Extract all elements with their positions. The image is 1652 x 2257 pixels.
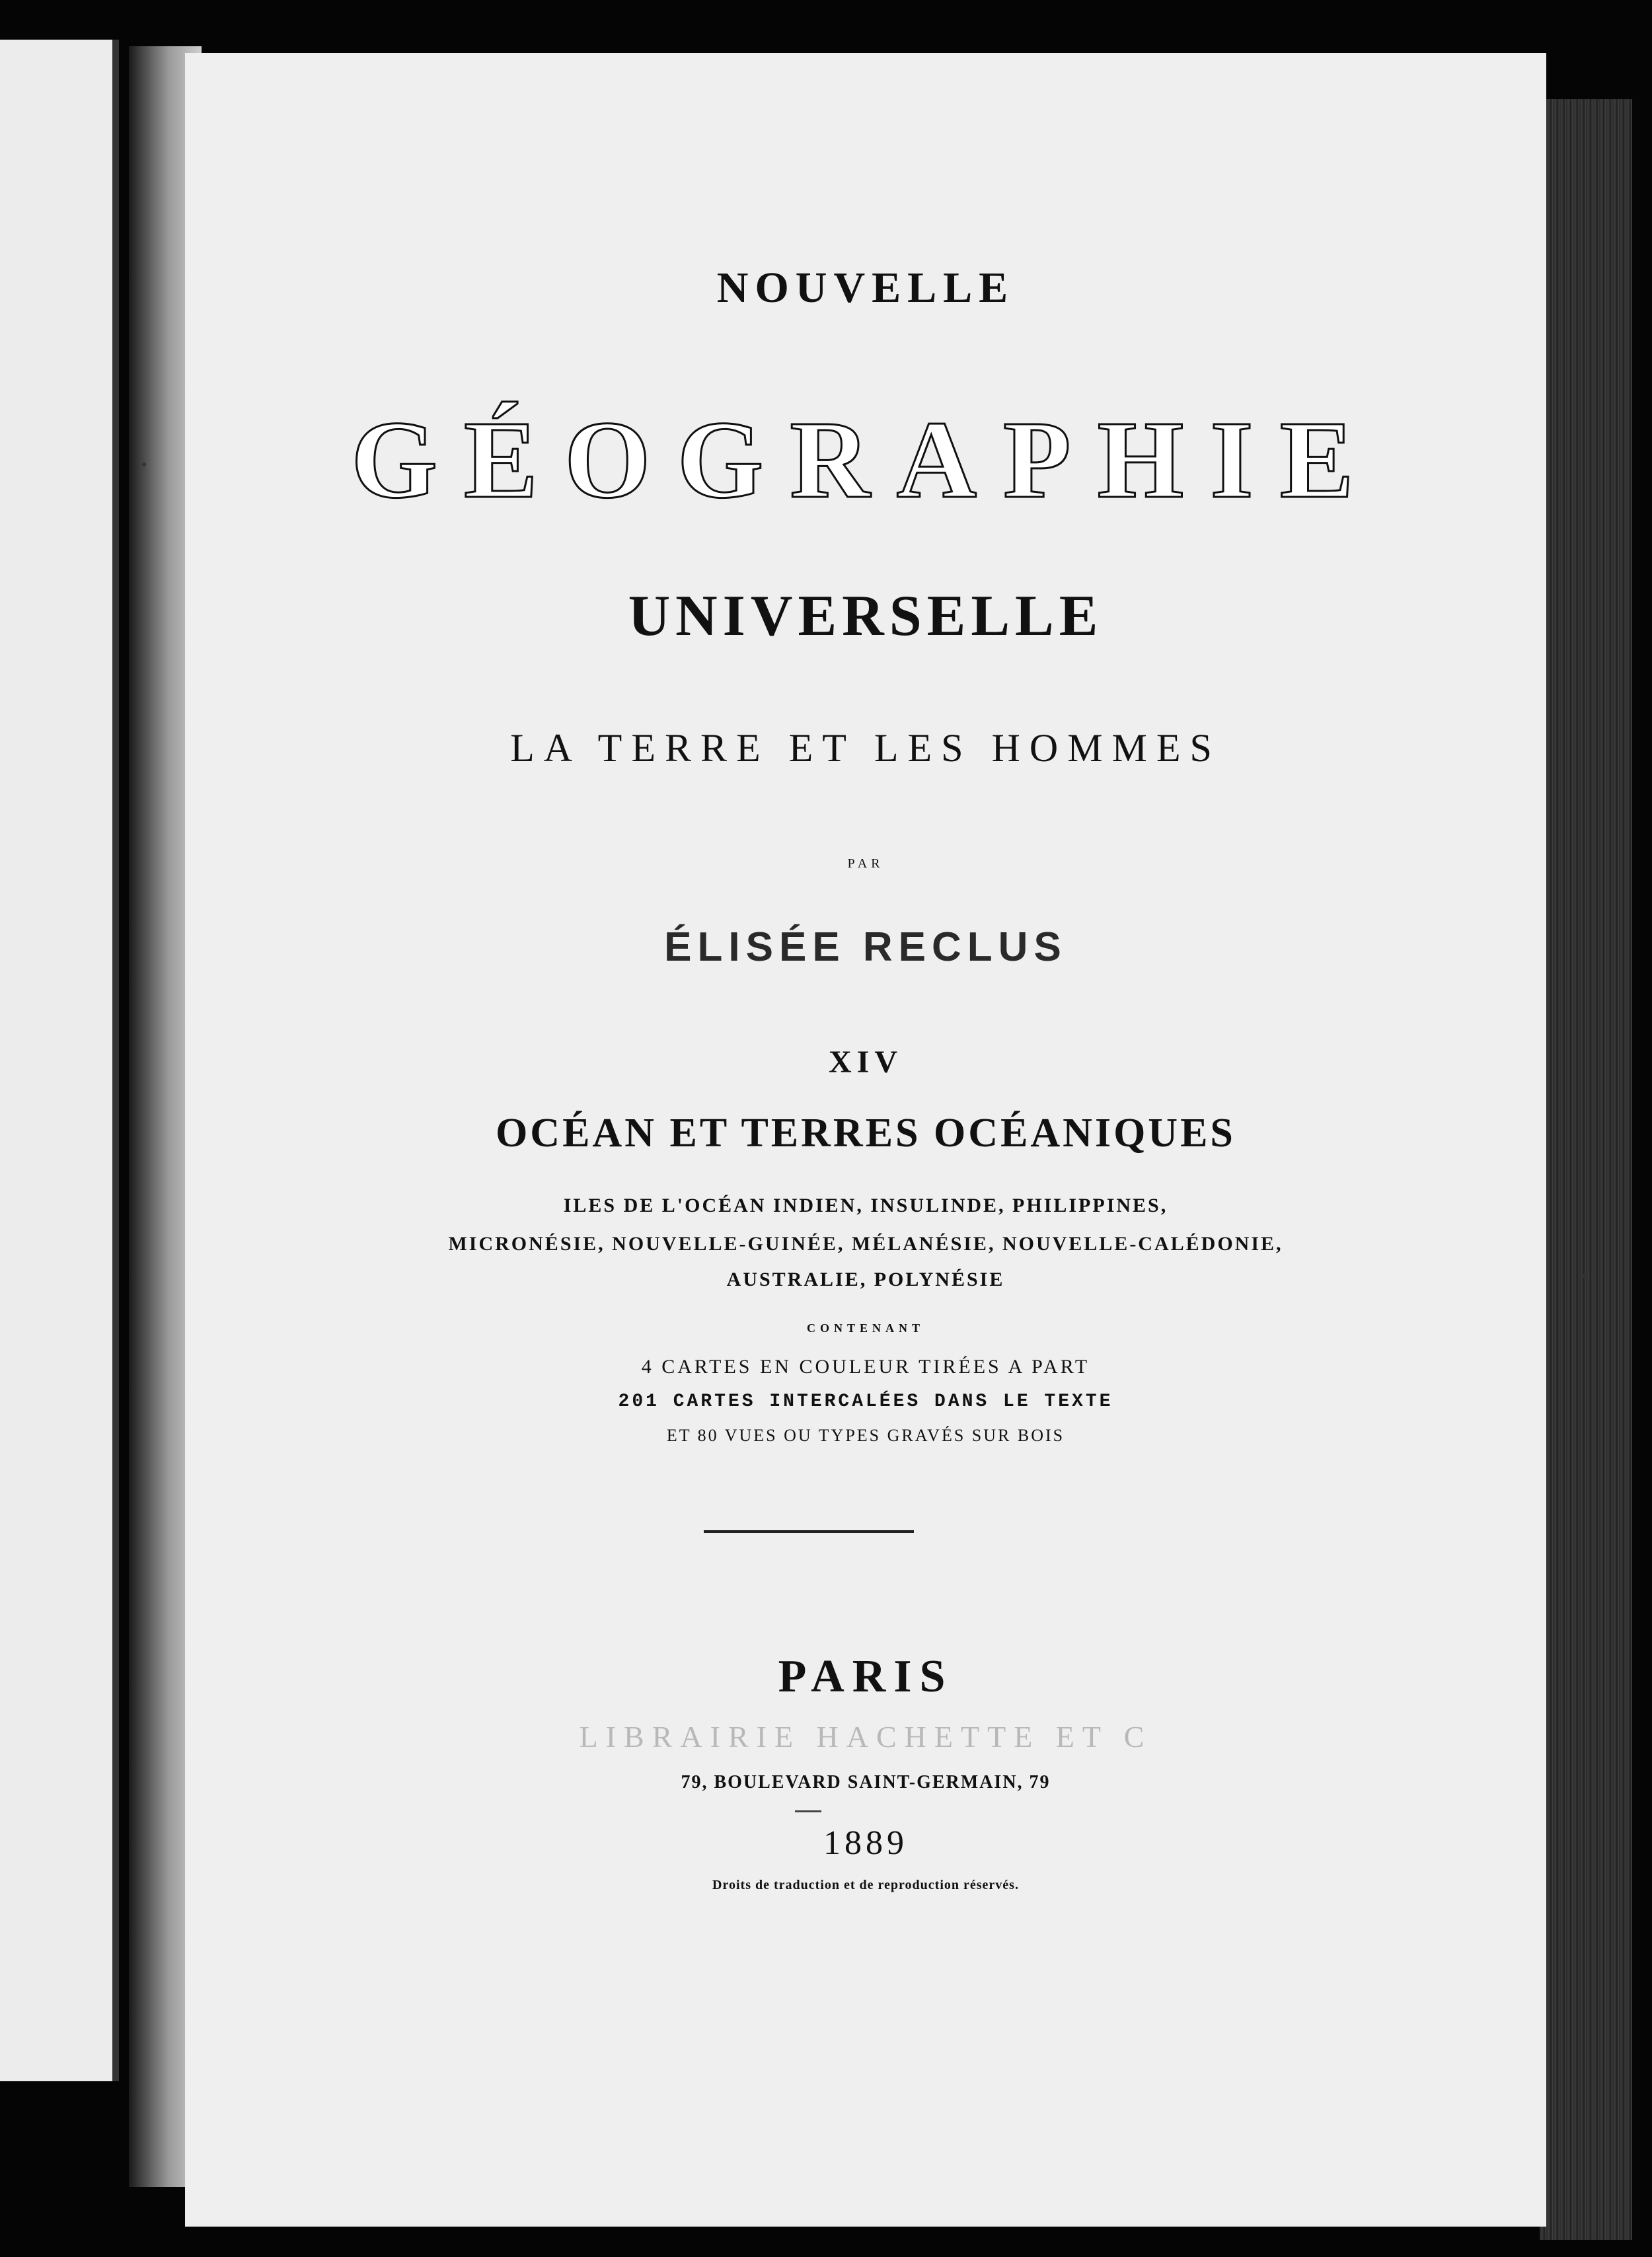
imprint-city: PARIS <box>778 1651 954 1702</box>
divider-rule <box>704 1530 914 1533</box>
paper-speck <box>1583 1274 1587 1278</box>
short-divider <box>795 1810 821 1812</box>
illustrations-line: 201 CARTES INTERCALÉES DANS LE TEXTE <box>618 1391 1113 1412</box>
author-name: ÉLISÉE RECLUS <box>664 924 1067 970</box>
subtitle: LA TERRE ET LES HOMMES <box>510 726 1221 770</box>
illustrations-line: 4 CARTES EN COULEUR TIRÉES A PART <box>641 1356 1090 1378</box>
title-geographie: GÉOGRAPHIE <box>351 398 1380 521</box>
publication-year: 1889 <box>823 1824 908 1862</box>
contents-line: MICRONÉSIE, NOUVELLE-GUINÉE, MÉLANÉSIE, NOUVELLE-CALÉDONIE, <box>448 1233 1283 1255</box>
by-label: PAR <box>847 856 884 871</box>
containing-label: CONTENANT <box>806 1321 924 1335</box>
page-stack-edge <box>1540 99 1632 2240</box>
title-nouvelle: NOUVELLE <box>716 264 1015 312</box>
illustrations-line: ET 80 VUES OU TYPES GRAVÉS SUR BOIS <box>666 1426 1065 1445</box>
volume-title: OCÉAN ET TERRES OCÉANIQUES <box>496 1111 1236 1156</box>
facing-page <box>0 40 119 2081</box>
publisher-name: LIBRAIRIE HACHETTE ET C <box>579 1720 1152 1754</box>
rights-notice: Droits de traduction et de reproduction réservés. <box>712 1878 1019 1892</box>
title-universelle: UNIVERSELLE <box>628 584 1104 648</box>
paper-speck <box>142 462 146 466</box>
contents-line: AUSTRALIE, POLYNÉSIE <box>726 1269 1005 1290</box>
contents-line: ILES DE L'OCÉAN INDIEN, INSULINDE, PHILIPPINES, <box>563 1195 1168 1216</box>
title-page <box>185 53 1546 2227</box>
publisher-address: 79, BOULEVARD SAINT-GERMAIN, 79 <box>681 1772 1051 1793</box>
volume-number: XIV <box>828 1045 903 1080</box>
